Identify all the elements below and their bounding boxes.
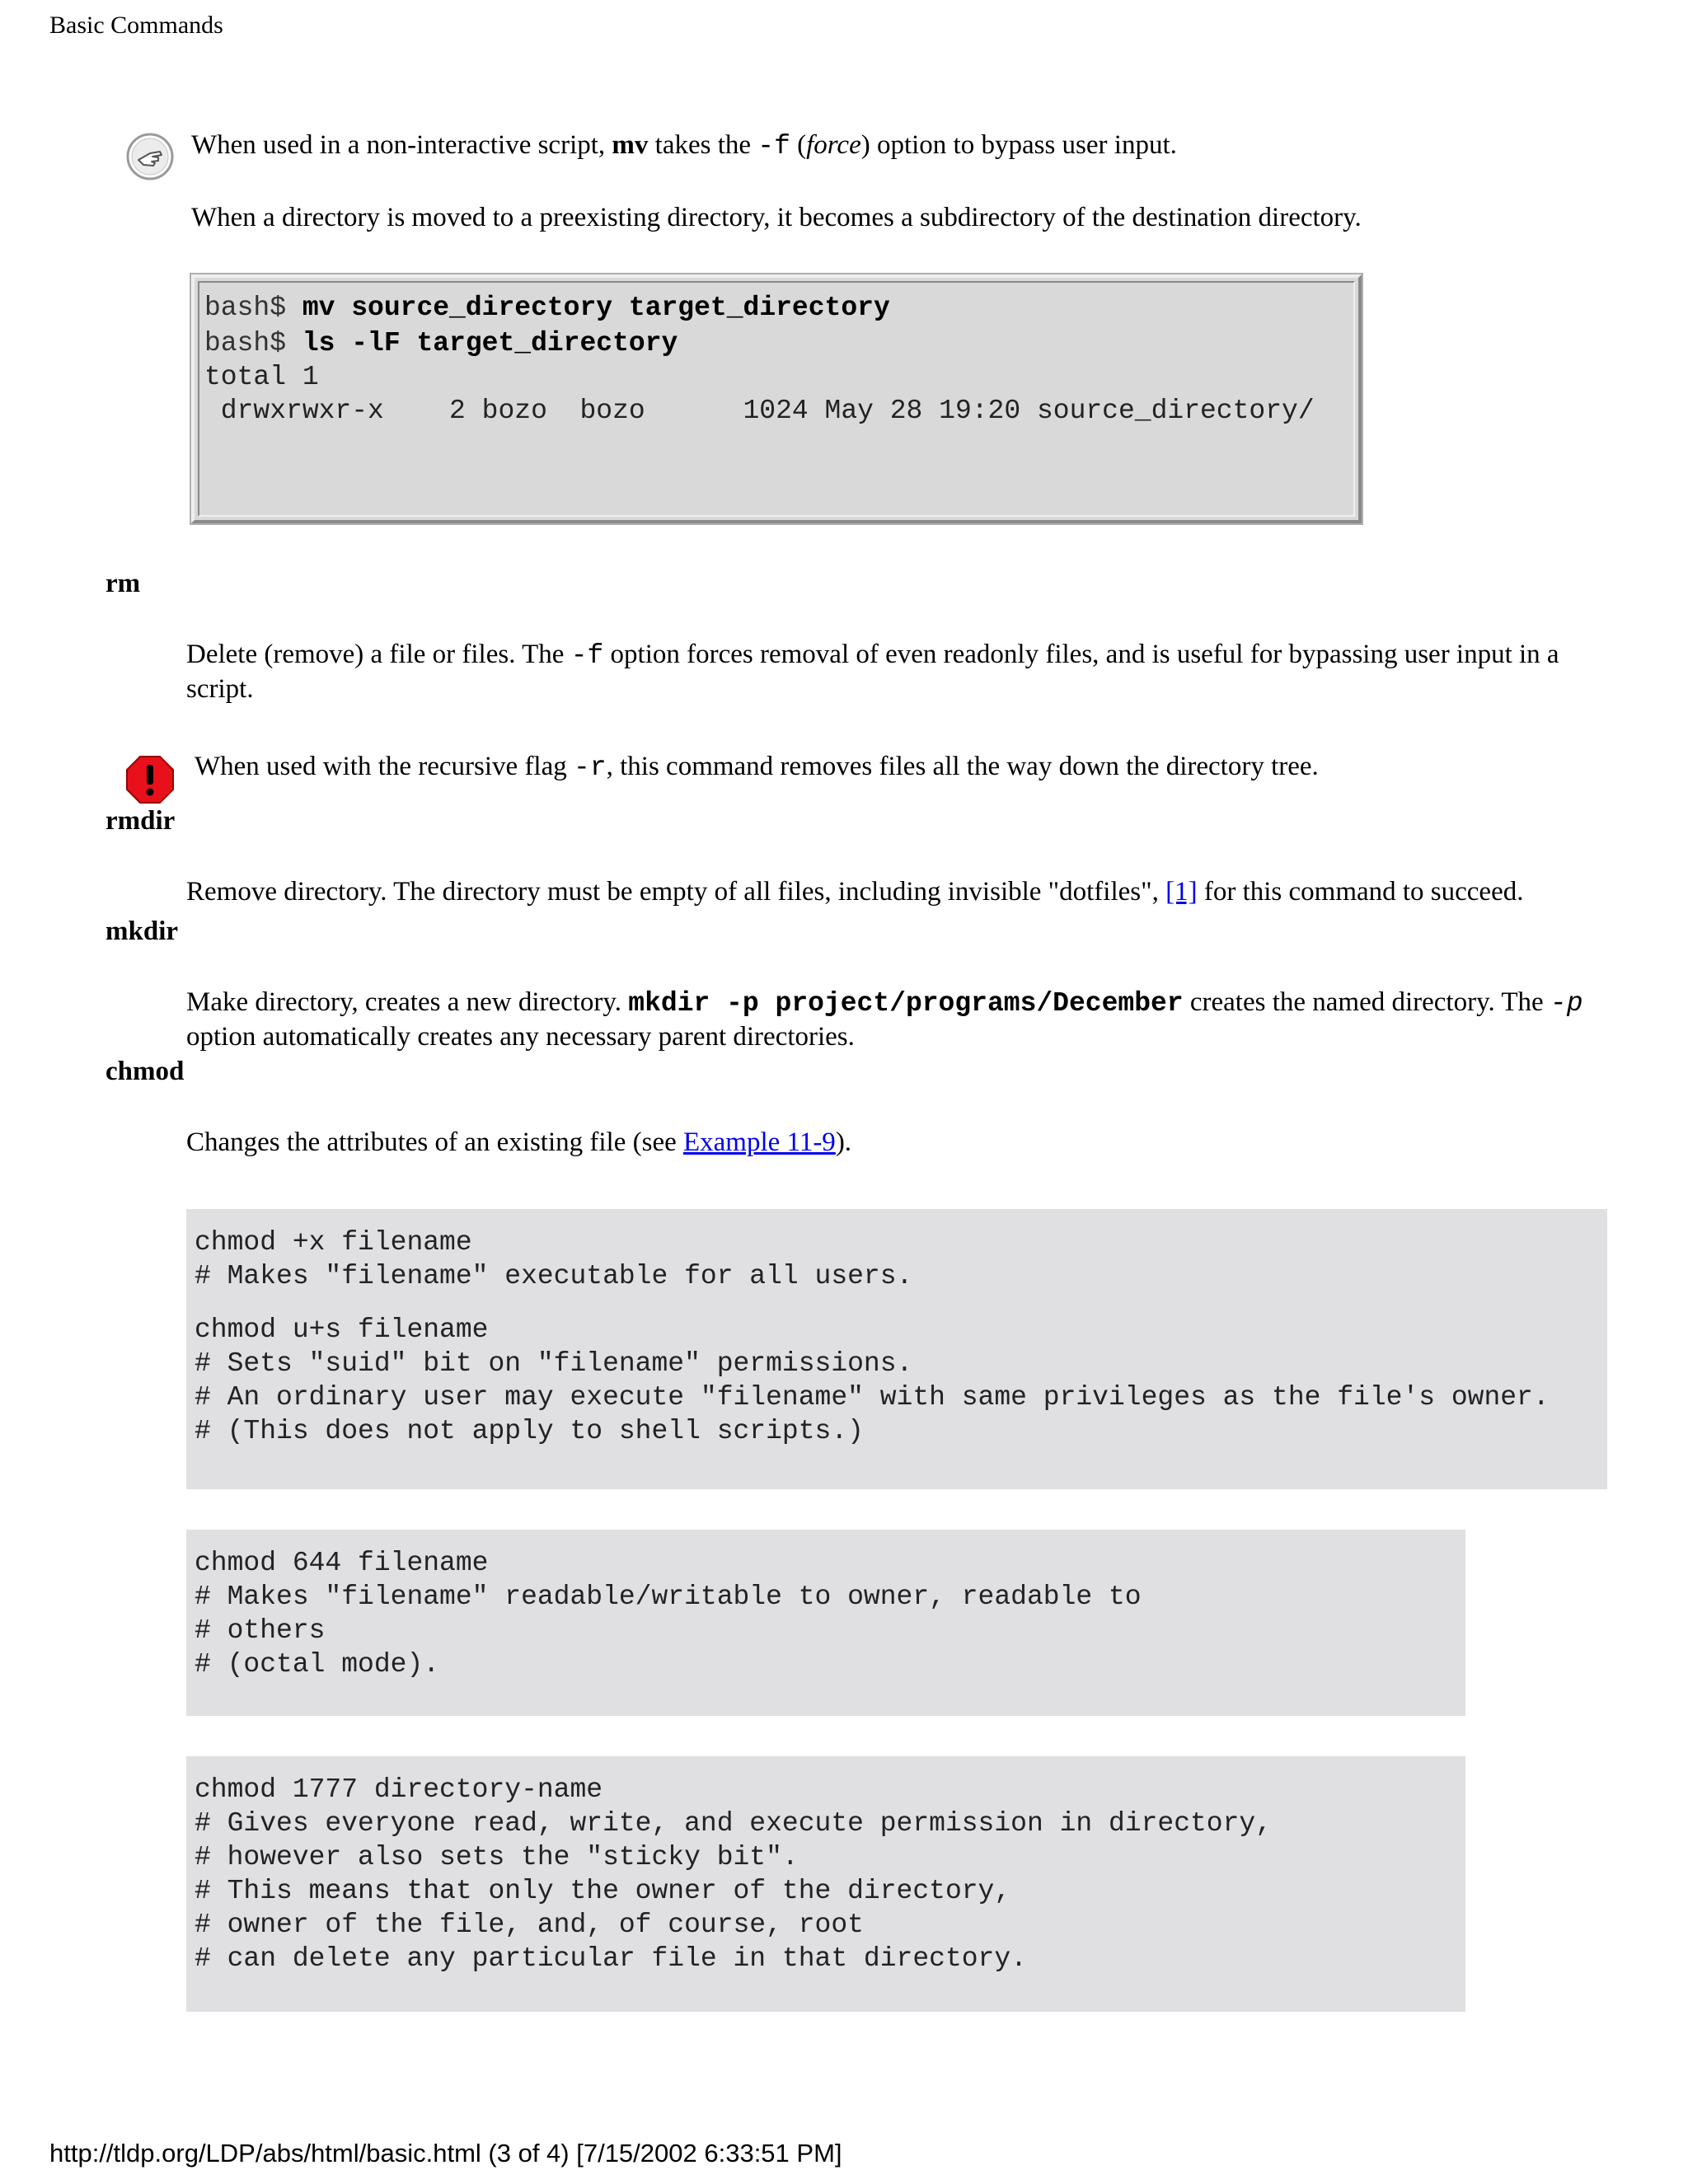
note-text: When used in a non-interactive script, [191,130,612,160]
mkdir-text: option automatically creates any necessary parent directories. [186,1022,855,1052]
code-comment: # can delete any particular file in that directory. [195,1943,1027,1974]
command-mv: mv source_directory target_directory [302,293,890,323]
code-comment: # An ordinary user may execute "filename" with same privileges as the file's owner. [195,1382,1550,1413]
code-block-chmod-644 [186,1530,1465,1716]
rm-warning [195,750,1319,785]
chmod-text: Changes the attributes of an existing file (see [186,1127,683,1157]
mv-command: mv [612,130,649,160]
note-hand-icon [125,132,175,181]
rmdir-text: Remove directory. The directory must be empty of all files, including invisible "dotfiles", [186,877,1166,907]
code-comment: # Makes "filename" readable/writable to owner, readable to [195,1582,1142,1612]
force-word: force [806,130,861,160]
note-text: ( [790,130,807,160]
page-footer: http://tldp.org/LDP/abs/html/basic.html (3 of 4) [7/15/2002 6:33:51 PM] [49,2139,842,2168]
prompt: bash$ [204,293,302,323]
mkdir-command: mkdir -p project/programs/December [628,988,1184,1019]
command-ls: ls -lF target_directory [302,328,678,359]
code-line: chmod 1777 directory-name [195,1774,603,1805]
code-comment: # Gives everyone read, write, and execute permission in directory, [195,1808,1273,1839]
rmdir-description [186,875,1523,909]
code-line: chmod 644 filename [195,1548,489,1578]
code-comment: # (This does not apply to shell scripts.) [195,1416,864,1446]
chmod-description [186,1126,851,1160]
code-comment: # This means that only the owner of the directory, [195,1876,1011,1906]
code-line: chmod +x filename [195,1227,472,1258]
mkdir-text: creates the named directory. The [1183,987,1550,1017]
note-text: takes the [648,130,758,160]
rmdir-text: for this command to succeed. [1197,877,1524,907]
code-line: chmod u+s filename [195,1315,489,1345]
rm-description [186,638,1604,706]
note-line-2: When a directory is moved to a preexisting directory, it becomes a subdirectory of the destination directory. [191,203,1362,232]
rm-text: option forces removal of even readonly files, and is useful for bypassing user input in a script. [186,640,1559,704]
term-rm: rm [106,569,141,598]
term-chmod: chmod [106,1057,185,1086]
code-block-chmod-x [186,1209,1607,1489]
chmod-text: ). [835,1127,852,1157]
footnote-link[interactable]: [1] [1165,877,1198,907]
code-comment: # others [195,1615,326,1646]
term-rmdir: rmdir [106,806,176,836]
rm-text: Delete (remove) a file or files. The [186,640,571,669]
code-comment: # Makes "filename" executable for all users. [195,1261,913,1291]
warning-stop-icon [125,755,175,804]
code-comment: # owner of the file, and, of course, root [195,1910,864,1940]
note-text: ) option to bypass user input. [860,130,1177,160]
prompt: bash$ [204,328,302,359]
force-option: -f [757,131,790,162]
rm-force-option: -f [570,640,604,671]
recursive-option: -r [574,752,607,783]
code-comment: # however also sets the "sticky bit". [195,1842,799,1872]
example-link[interactable]: Example 11-9 [683,1127,836,1157]
code-comment: # Sets "suid" bit on "filename" permissions. [195,1348,913,1379]
terminal-screen-block [191,274,1362,523]
note-line-1 [191,129,1177,163]
parents-option: -p [1550,988,1583,1019]
warning-text: When used with the recursive flag [195,752,574,781]
term-mkdir: mkdir [106,916,179,946]
output-line: drwxrwxr-x 2 bozo bozo 1024 May 28 19:20 source_directory/ [204,396,1315,426]
page-header: Basic Commands [49,12,223,39]
warning-text: , this command removes files all the way down the directory tree. [606,752,1319,781]
code-comment: # (octal mode). [195,1649,440,1680]
code-block-chmod-1777 [186,1756,1465,2012]
output-line: total 1 [204,362,319,392]
mkdir-description [186,986,1612,1054]
mkdir-text: Make directory, creates a new directory. [186,987,629,1017]
